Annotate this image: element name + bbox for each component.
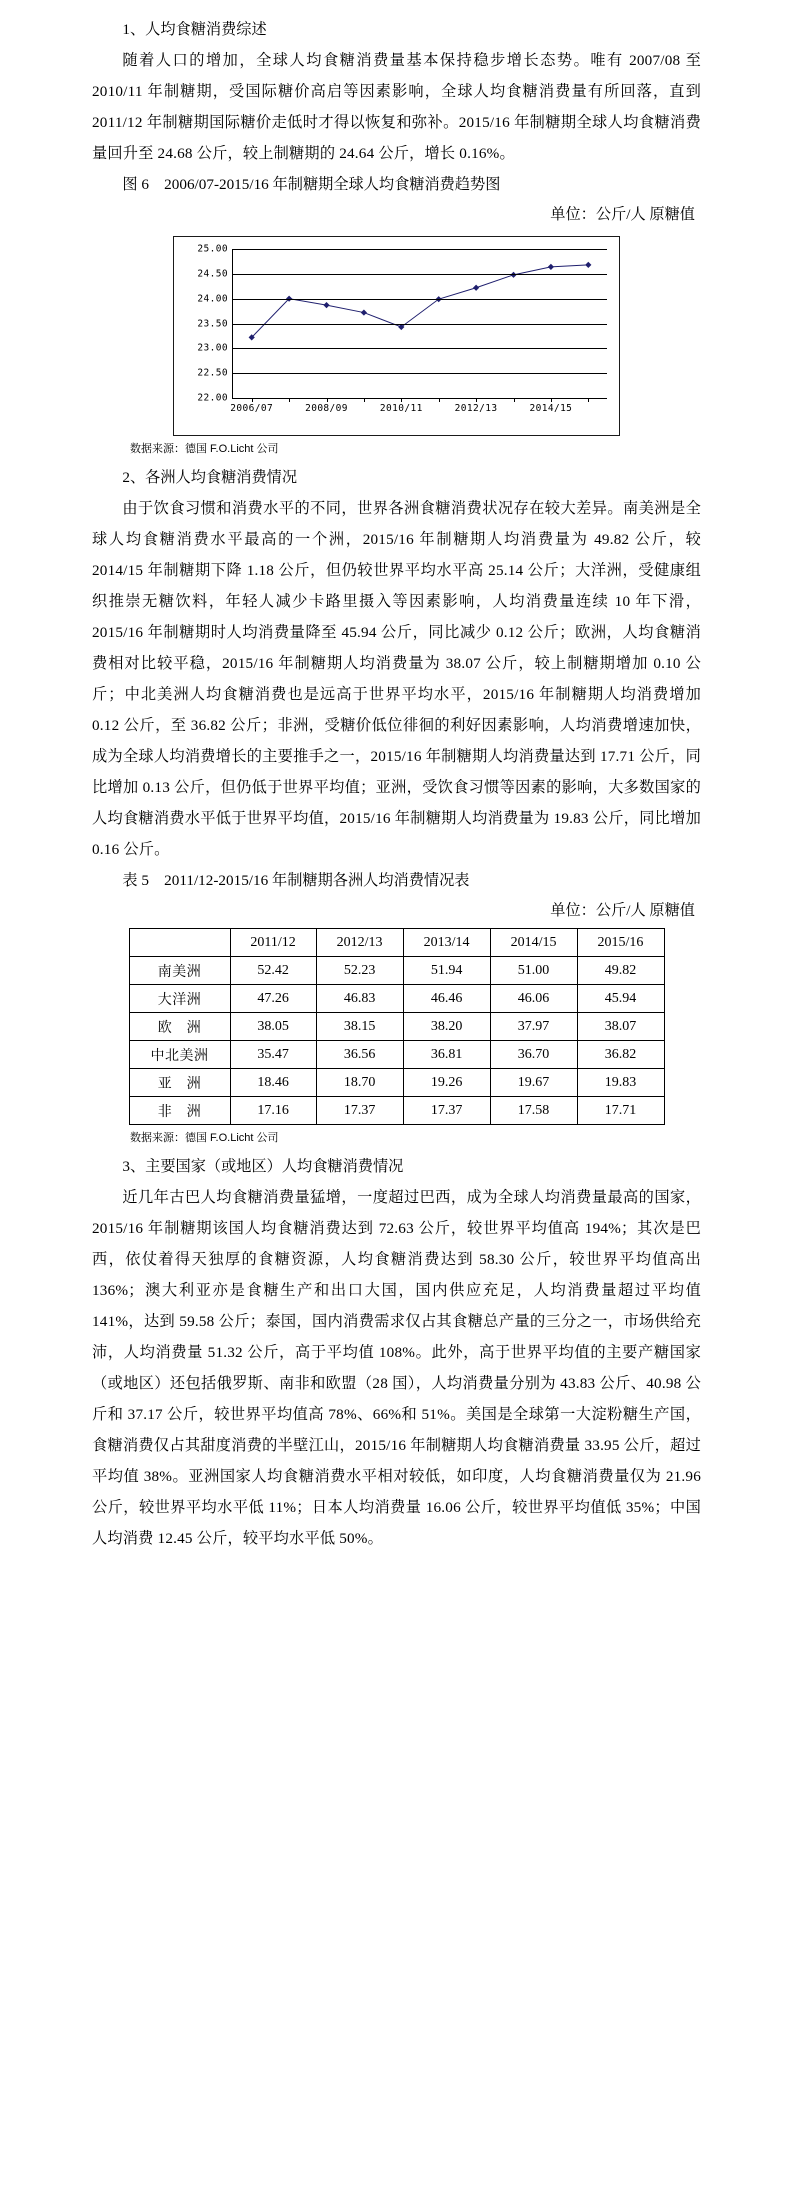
chart-gridline <box>233 249 607 250</box>
table-cell: 46.83 <box>316 985 403 1013</box>
table-cell: 38.20 <box>403 1013 490 1041</box>
table-column-header: 2013/14 <box>403 929 490 957</box>
table-column-header: 2015/16 <box>577 929 664 957</box>
figure-unit-label: 单位：公斤/人 原糖值 <box>550 206 695 223</box>
table-cell: 36.82 <box>577 1041 664 1069</box>
table-cell: 17.16 <box>230 1097 316 1125</box>
table-column-header: 2014/15 <box>490 929 577 957</box>
chart-data-point <box>585 262 591 268</box>
chart-x-tick <box>514 398 515 402</box>
table-cell: 17.71 <box>577 1097 664 1125</box>
table-cell: 52.42 <box>230 957 316 985</box>
chart-x-tick <box>327 398 328 402</box>
chart-y-axis-label: 25.00 <box>197 243 228 255</box>
chart-x-axis-label: 2006/07 <box>230 403 274 414</box>
table-row <box>129 1069 664 1097</box>
section-3-paragraph: 近几年古巴人均食糖消费量猛增，一度超过巴西，成为全球人均消费量最高的国家，2015/16 年制糖期该国人均食糖消费达到 72.63 公斤，较世界平均值高 194%；其次是巴西，依仗着得天独厚的食糖资源，人均食糖消费达到 58.30 公斤，较世界平均值高出 136%；澳大利亚亦是食糖生产和出口大国，国内供应充足，人均消费量超过平均值 141%，达到 59.58 公斤；泰国，国内消费需求仅占其食糖总产量的三分之一，市场供给充沛，人均消费量 51.32 公斤，高于平均值 108%。此外，高于世界平均值的主要产糖国家（或地区）还包括俄罗斯、南非和欧盟（28 国），人均消费量分别为 43.83 公斤、40.98 公斤和 37.17 公斤，较世界平均值高 78%、66%和 51%。美国是全球第一大淀粉糖生产国，食糖消费仅占其甜度消费的半壁江山，2015/16 年制糖期人均食糖消费量 33.95 公斤，超过平均值 38%。亚洲国家人均食糖消费水平相对较低，如印度，人均食糖消费量仅为 21.96 公斤，较世界平均水平低 11%；日本人均消费量 16.06 公斤，较世界平均值低 35%；中国人均消费 12.45 公斤，较平均水平低 50%。 <box>92 1189 701 1547</box>
table-cell: 51.94 <box>403 957 490 985</box>
table-cell: 38.05 <box>230 1013 316 1041</box>
table-cell: 46.46 <box>403 985 490 1013</box>
table-cell: 36.81 <box>403 1041 490 1069</box>
table-caption: 表 5 2011/12-2015/16 年制糖期各洲人均消费情况表 <box>122 872 470 889</box>
figure-source-note: 数据来源：德国 F.O.Licht 公司 <box>130 443 279 455</box>
table-cell: 49.82 <box>577 957 664 985</box>
chart-x-axis-label: 2014/15 <box>529 403 573 414</box>
chart-y-axis-label: 23.00 <box>197 342 228 354</box>
table-row-header: 中北美洲 <box>129 1041 230 1069</box>
table-row-header: 南美洲 <box>129 957 230 985</box>
chart-x-tick <box>364 398 365 402</box>
chart-inner <box>174 237 619 435</box>
chart-line-path <box>252 265 589 338</box>
chart-gridline <box>233 348 607 349</box>
chart-data-point <box>548 264 554 270</box>
chart-container <box>92 236 701 436</box>
section-2-heading: 2、各洲人均食糖消费情况 <box>122 469 298 486</box>
chart-gridline <box>233 373 607 374</box>
chart-x-tick <box>476 398 477 402</box>
table-cell: 52.23 <box>316 957 403 985</box>
table-head <box>129 929 664 957</box>
chart-x-tick <box>551 398 552 402</box>
table-row <box>129 957 664 985</box>
chart-x-axis-label: 2012/13 <box>454 403 498 414</box>
chart-plot-area <box>197 243 607 414</box>
chart-data-point <box>361 309 367 315</box>
table-container <box>92 928 701 1125</box>
table-cell: 17.37 <box>403 1097 490 1125</box>
section-3-heading: 3、主要国家（或地区）人均食糖消费情况 <box>122 1158 404 1175</box>
chart-gridline <box>233 324 607 325</box>
table-row <box>129 1013 664 1041</box>
table-corner-cell <box>129 929 230 957</box>
table-cell: 36.56 <box>316 1041 403 1069</box>
chart-gridline <box>233 274 607 275</box>
table-cell: 19.67 <box>490 1069 577 1097</box>
table-cell: 47.26 <box>230 985 316 1013</box>
table-cell: 17.58 <box>490 1097 577 1125</box>
figure-caption: 图 6 2006/07-2015/16 年制糖期全球人均食糖消费趋势图 <box>122 176 501 193</box>
chart-x-tick <box>401 398 402 402</box>
chart-y-axis-label: 23.50 <box>197 318 228 329</box>
table-cell: 17.37 <box>316 1097 403 1125</box>
table-cell: 38.07 <box>577 1013 664 1041</box>
section-1-heading: 1、人均食糖消费综述 <box>122 21 267 38</box>
table-row-header: 亚 洲 <box>129 1069 230 1097</box>
table-cell: 46.06 <box>490 985 577 1013</box>
table-row <box>129 1041 664 1069</box>
table-column-header: 2011/12 <box>230 929 316 957</box>
chart-x-tick <box>588 398 589 402</box>
table-row <box>129 985 664 1013</box>
chart-y-axis-label: 22.00 <box>197 392 228 404</box>
table-cell: 35.47 <box>230 1041 316 1069</box>
table-body <box>129 957 664 1125</box>
table-cell: 37.97 <box>490 1013 577 1041</box>
table-cell: 18.46 <box>230 1069 316 1097</box>
table-column-header: 2012/13 <box>316 929 403 957</box>
table-cell: 19.26 <box>403 1069 490 1097</box>
table-cell: 18.70 <box>316 1069 403 1097</box>
chart-gridline <box>233 299 607 300</box>
table-cell: 36.70 <box>490 1041 577 1069</box>
section-2-paragraph: 由于饮食习惯和消费水平的不同，世界各洲食糖消费状况存在较大差异。南美洲是全球人均食糖消费水平最高的一个洲，2015/16 年制糖期人均消费量为 49.82 公斤，较 2014/15 年制糖期下降 1.18 公斤，但仍较世界平均水平高 25.14 公斤；大洋洲，受健康组织推崇无糖饮料，年轻人减少卡路里摄入等因素影响，人均消费量连续 10 年下滑，2015/16 年制糖期时人均消费量降至 45.94 公斤，同比减少 0.12 公斤；欧洲，人均食糖消费相对比较平稳，2015/16 年制糖期人均消费量为 38.07 公斤，较上制糖期增加 0.10 公斤；中北美洲人均食糖消费也是远高于世界平均水平，2015/16 年制糖期人均消费增加 0.12 公斤，至 36.82 公斤；非洲，受糖价低位徘徊的利好因素影响，人均消费增速加快，成为全球人均消费增长的主要推手之一，2015/16 年制糖期人均消费量达到 17.71 公斤，同比增加 0.13 公斤，但仍低于世界平均值；亚洲，受饮食习惯等因素的影响，大多数国家的人均食糖消费水平低于世界平均值，2015/16 年制糖期人均消费量为 19.83 公斤，同比增加 0.16 公斤。 <box>92 500 701 858</box>
table-cell: 19.83 <box>577 1069 664 1097</box>
chart-x-tick <box>289 398 290 402</box>
chart-data-point <box>473 285 479 291</box>
chart-y-axis-label: 24.50 <box>197 268 228 280</box>
table-row-header: 大洋洲 <box>129 985 230 1013</box>
line-chart <box>173 236 620 436</box>
chart-data-point <box>323 302 329 308</box>
table-cell: 51.00 <box>490 957 577 985</box>
table-row-header: 非 洲 <box>129 1097 230 1125</box>
table-row <box>129 1097 664 1125</box>
chart-x-tick <box>439 398 440 402</box>
chart-x-tick <box>252 398 253 402</box>
section-1-paragraph: 随着人口的增加，全球人均食糖消费量基本保持稳步增长态势。唯有 2007/08 至 2010/11 年制糖期，受国际糖价高启等因素影响，全球人均食糖消费量有所回落，直到 2011/12 年制糖期国际糖价走低时才得以恢复和弥补。2015/16 年制糖期全球人均食糖消费量回升至 24.68 公斤，较上制糖期的 24.64 公斤，增长 0.16%。 <box>92 52 701 162</box>
chart-y-axis-label: 24.00 <box>197 293 228 305</box>
table-source-note: 数据来源：德国 F.O.Licht 公司 <box>130 1132 279 1144</box>
table-row-header: 欧 洲 <box>129 1013 230 1041</box>
chart-x-axis-label: 2010/11 <box>379 403 423 414</box>
chart-y-axis-label: 22.50 <box>197 367 228 379</box>
chart-x-axis-label: 2008/09 <box>305 403 348 414</box>
table-cell: 45.94 <box>577 985 664 1013</box>
table-cell: 38.15 <box>316 1013 403 1041</box>
table-header-row <box>129 929 664 957</box>
per-capita-consumption-table <box>129 928 665 1125</box>
table-unit-label: 单位：公斤/人 原糖值 <box>550 902 695 919</box>
